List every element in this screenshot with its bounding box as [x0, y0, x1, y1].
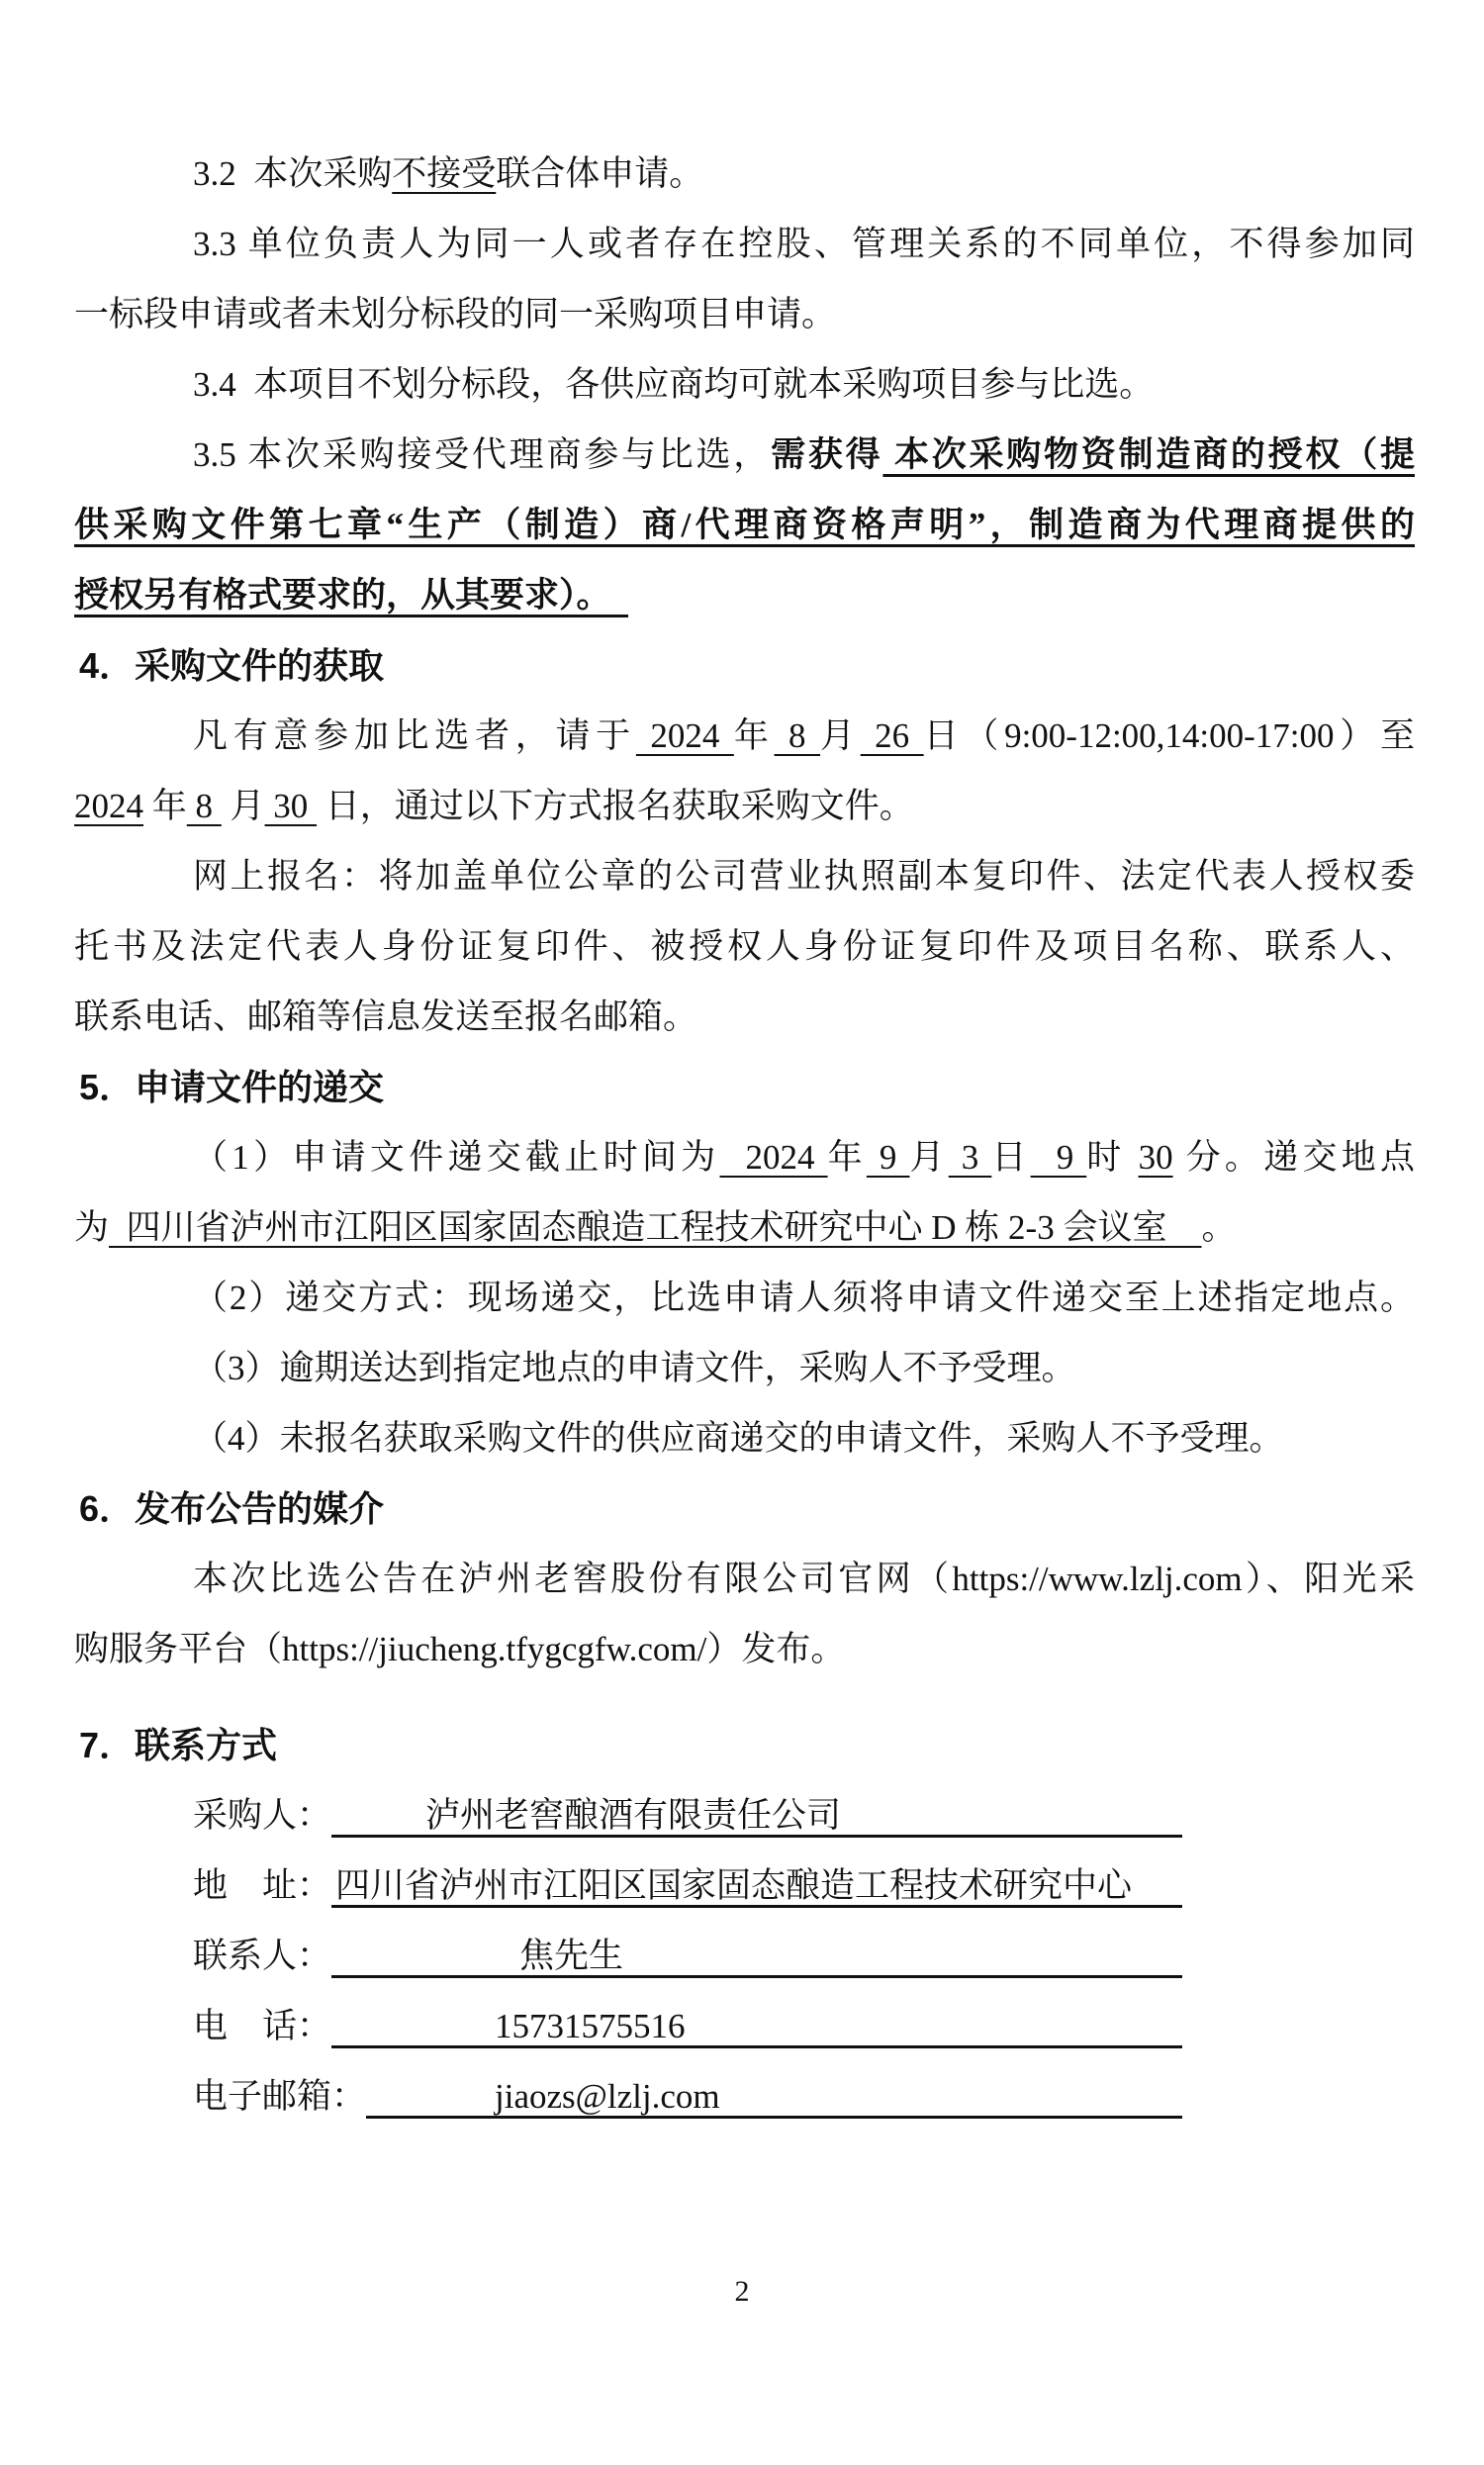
heading-text: 4．采购文件的获取: [79, 645, 385, 686]
para-5-4: [74, 1403, 1415, 1473]
text-segment: 本次比选公告在泸州老窖股份有限公司官网（https://www.lzlj.com）、阳光采: [193, 1560, 1415, 1598]
contact-label: 电 话：: [193, 2007, 332, 2045]
contact-value-person: 焦先生: [331, 1935, 1182, 1978]
bold-underlined-text: 供采购文件第七章“生产（制造）商/代理商资格声明”，制造商为代理商提供的: [74, 506, 1415, 544]
text-segment: 购服务平台（https://jiucheng.tfygcgfw.com/）发布。: [74, 1630, 846, 1668]
text-segment: （1）申请文件递交截止时间为: [193, 1138, 720, 1177]
para-5-2: [74, 1263, 1415, 1333]
underlined-month: 9: [866, 1138, 910, 1177]
para-3-4: [74, 349, 1415, 420]
text-segment: 3.5 本次采购接受代理商参与比选，: [193, 435, 772, 474]
contact-value-email: jiaozs@lzlj.com: [366, 2075, 1182, 2119]
text-segment: 3.3 单位负责人为同一人或者存在控股、管理关系的不同单位，不得参加同: [193, 225, 1415, 263]
bold-underlined-text: 授权另有格式要求的，从其要求）。: [74, 576, 629, 615]
para-3-5-line1: [74, 420, 1415, 490]
para-5-1-line2: [74, 1192, 1415, 1263]
contact-label: 联系人：: [193, 1937, 332, 1975]
text-segment: 日（9:00-12:00,14:00-17:00）至: [923, 716, 1415, 755]
text-segment: 分。递交地点: [1172, 1138, 1416, 1177]
underlined-day: 30: [264, 787, 318, 825]
heading-section-4: [79, 630, 1415, 701]
para-3-3-line1: [74, 209, 1415, 279]
text-segment: 年: [143, 787, 187, 825]
heading-text: 6．发布公告的媒介: [79, 1488, 385, 1529]
para-6-1-line2: [74, 1614, 1415, 1684]
contact-row-purchaser: [74, 1780, 1415, 1850]
underlined-address: 四川省泸州市江阳区国家固态酿造工程技术研究中心 D 栋 2-3 会议室: [109, 1208, 1202, 1247]
underlined-year: 2024: [74, 787, 143, 825]
para-4-2-line2: [74, 911, 1415, 982]
text-segment: 月: [909, 1138, 949, 1177]
contact-row-email: [74, 2061, 1415, 2132]
underlined-text: 不接受: [392, 154, 497, 193]
text-segment: （2）递交方式：现场递交，比选申请人须将申请文件递交至上述指定地点。: [193, 1279, 1415, 1317]
para-3-5-line2: [74, 490, 1415, 560]
bold-underlined-text: 本次采购物资制造商的授权（提: [882, 435, 1415, 474]
contact-row-person: [74, 1921, 1415, 1991]
text-segment: 月: [221, 787, 265, 825]
heading-text: 7．联系方式: [79, 1725, 278, 1765]
text-segment: （4）未报名获取采购文件的供应商递交的申请文件，采购人不予受理。: [193, 1419, 1284, 1458]
text-segment: 年: [733, 716, 775, 755]
heading-section-7: [79, 1710, 1415, 1780]
text-segment: 时: [1086, 1138, 1139, 1177]
text-segment: 一标段申请或者未划分标段的同一采购项目申请。: [74, 295, 837, 333]
text-segment: 年: [827, 1138, 867, 1177]
underlined-year: 2024: [635, 716, 734, 755]
para-3-3-line2: [74, 279, 1415, 349]
contact-value-address: 四川省泸州市江阳区国家固态酿造工程技术研究中心: [331, 1864, 1182, 1908]
para-3-2: [74, 139, 1415, 209]
contact-row-address: [74, 1850, 1415, 1921]
text-segment: 3.2 本次采购: [193, 154, 393, 193]
contact-label: 采购人：: [193, 1796, 332, 1835]
text-segment: 月: [819, 716, 861, 755]
contact-row-phone: [74, 1991, 1415, 2061]
para-3-5-line3: [74, 560, 1415, 630]
heading-section-5: [79, 1052, 1415, 1122]
text-segment: 日，通过以下方式报名获取采购文件。: [317, 787, 914, 825]
contact-value-purchaser: 泸州老窖酿酒有限责任公司: [331, 1794, 1182, 1838]
para-4-1-line1: [74, 701, 1415, 771]
contact-value-phone: 15731575516: [331, 2005, 1182, 2048]
para-5-3: [74, 1333, 1415, 1403]
contact-label: 地 址：: [193, 1866, 332, 1905]
text-segment: 联系电话、邮箱等信息发送至报名邮箱。: [74, 997, 698, 1036]
text-segment: 日: [991, 1138, 1031, 1177]
para-4-2-line3: [74, 982, 1415, 1052]
text-segment: 为: [74, 1208, 110, 1247]
text-segment: 。: [1201, 1208, 1237, 1247]
para-5-1-line1: [74, 1122, 1415, 1192]
para-6-1-line1: [74, 1544, 1415, 1614]
heading-text: 5．申请文件的递交: [79, 1067, 385, 1107]
page-number: 2: [734, 2275, 750, 2308]
text-segment: 托书及法定代表人身份证复印件、被授权人身份证复印件及项目名称、联系人、: [74, 927, 1415, 966]
text-segment: 联合体申请。: [496, 154, 704, 193]
underlined-year: 2024: [719, 1138, 828, 1177]
text-segment: 网上报名：将加盖单位公章的公司营业执照副本复印件、法定代表人授权委: [193, 857, 1415, 896]
underlined-minute: 30: [1138, 1138, 1173, 1177]
para-4-2-line1: [74, 841, 1415, 911]
underlined-day: 26: [860, 716, 924, 755]
underlined-month: 8: [774, 716, 820, 755]
bold-text: 需获得: [771, 435, 883, 474]
heading-section-6: [79, 1473, 1415, 1544]
text-segment: 3.4 本项目不划分标段，各供应商均可就本采购项目参与比选。: [193, 365, 1155, 404]
para-4-1-line2: [74, 771, 1415, 841]
contact-label: 电子邮箱：: [193, 2077, 367, 2116]
underlined-month: 8: [186, 787, 222, 825]
text-segment: 凡有意参加比选者，请于: [193, 716, 636, 755]
underlined-day: 3: [948, 1138, 992, 1177]
underlined-hour: 9: [1030, 1138, 1087, 1177]
text-segment: （3）逾期送达到指定地点的申请文件，采购人不予受理。: [193, 1349, 1076, 1387]
